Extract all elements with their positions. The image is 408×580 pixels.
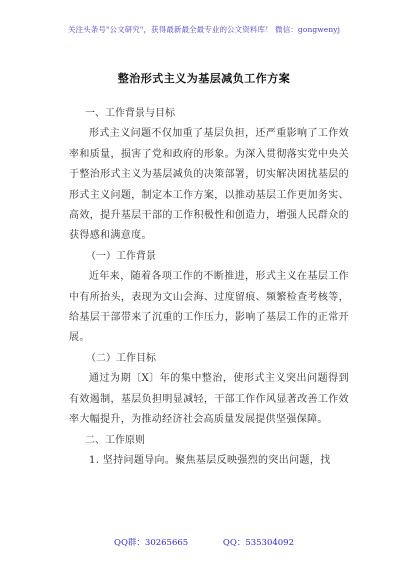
document-title: 整治形式主义为基层减负工作方案 <box>117 72 291 85</box>
paragraph-intro: 形式主义问题不仅加重了基层负担，还严重影响了工作效率和质量，损害了党和政府的形象。为深入贯彻落实党中央关于整治形式主义为基层减负的决策部署，切实解决困扰基层的形式主义问题，制定本工作方案，以推动基层工作更加务实、高效，提升基层干部的工作积极性和创造力，增强人民群众的获得感和满意度。 <box>69 128 349 242</box>
section-heading-principles: 二、工作原则 <box>85 434 145 446</box>
section-heading-background: 一、工作背景与目标 <box>85 108 175 119</box>
header-banner: 关注头条号"公文研究"，获得最新最全最专业的公文资料库！ 微信：gongwenyj <box>67 25 341 34</box>
subheading-goals: （二）工作目标 <box>86 352 156 364</box>
footer-qq-group: QQ群：30265665 <box>113 538 189 548</box>
document-body <box>69 104 349 471</box>
footer-contact <box>0 536 408 548</box>
paragraph-goals: 通过为期〔X〕年的集中整治，使形式主义突出问题得到有效遏制，基层负担明显减轻，干部工作作风显著改善工作效率大幅提升，为推动经济社会高质量发展提供坚强保障。 <box>69 373 349 426</box>
paragraph-background: 近年来，随着各项工作的不断推进，形式主义在基层工作中有所抬头，表现为文山会海、过度留痕、频繁检查考核等，给基层干部带来了沉重的工作压力，影响了基层工作的正常开展。 <box>69 271 349 344</box>
subheading-background: （一）工作背景 <box>86 250 156 262</box>
paragraph-principle-1: 1. 坚持问题导向。聚焦基层反映强烈的突出问题，找 <box>89 454 331 466</box>
footer-qq-number: QQ：535304092 <box>222 538 294 548</box>
